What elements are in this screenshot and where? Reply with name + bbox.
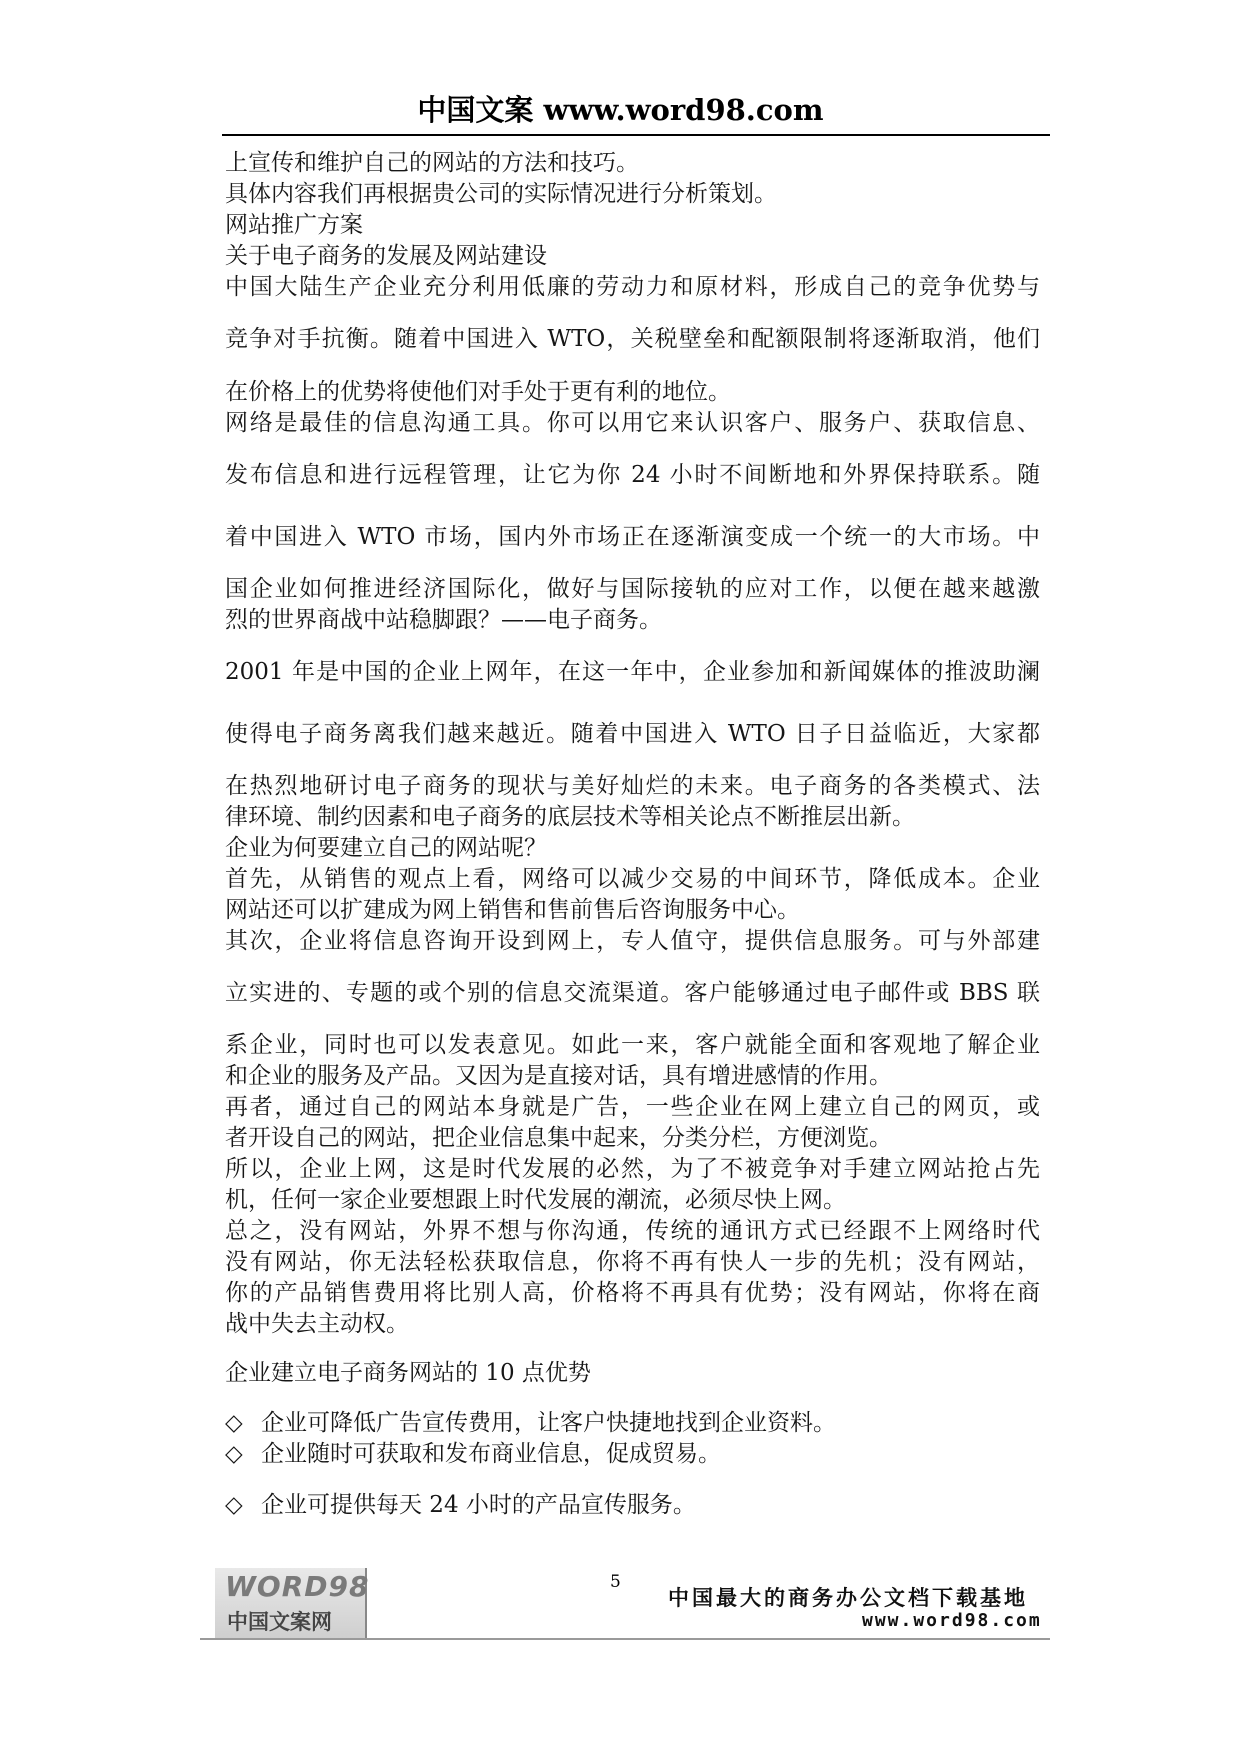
body-line: 烈的世界商战中站稳脚跟？——电子商务。 xyxy=(225,607,662,633)
bullet-text: 企业可提供每天 24 小时的产品宣传服务。 xyxy=(261,1492,696,1518)
body-line: 没有网站，你无法轻松获取信息，你将不再有快人一步的先机；没有网站， xyxy=(225,1249,1040,1275)
body-line: 系企业，同时也可以发表意见。如此一来，客户就能全面和客观地了解企业 xyxy=(225,1032,1040,1058)
body-line: 首先，从销售的观点上看，网络可以减少交易的中间环节，降低成本。企业 xyxy=(225,866,1040,892)
body-line: 具体内容我们再根据贵公司的实际情况进行分析策划。 xyxy=(225,181,777,207)
body-line: 关于电子商务的发展及网站建设 xyxy=(225,243,547,269)
body-line: 立实进的、专题的或个别的信息交流渠道。客户能够通过电子邮件或 BBS 联 xyxy=(225,980,1040,1006)
bullet-item xyxy=(225,1408,836,1438)
body-line: 网站还可以扩建成为网上销售和售前售后咨询服务中心。 xyxy=(225,897,800,923)
body-line: 企业建立电子商务网站的 10 点优势 xyxy=(225,1360,591,1386)
body-line: 网络是最佳的信息沟通工具。你可以用它来认识客户、服务户、获取信息、 xyxy=(225,410,1040,436)
body-line: 所以，企业上网，这是时代发展的必然，为了不被竞争对手建立网站抢占先 xyxy=(225,1156,1040,1182)
logo-wordmark: WORD98 xyxy=(225,1570,370,1603)
footer-website: www.word98.com xyxy=(862,1610,1042,1631)
bullet-text: 企业可降低广告宣传费用，让客户快捷地找到企业资料。 xyxy=(261,1410,836,1436)
body-line: 竞争对手抗衡。随着中国进入 WTO，关税壁垒和配额限制将逐渐取消，他们 xyxy=(225,326,1040,352)
body-line: 总之，没有网站，外界不想与你沟通，传统的通讯方式已经跟不上网络时代 xyxy=(225,1218,1040,1244)
body-line: 在热烈地研讨电子商务的现状与美好灿烂的未来。电子商务的各类模式、法 xyxy=(225,773,1040,799)
diamond-bullet-icon: ◇ xyxy=(225,1441,243,1467)
header-divider xyxy=(222,134,1050,136)
body-line: 再者，通过自己的网站本身就是广告，一些企业在网上建立自己的网页，或 xyxy=(225,1094,1040,1120)
page-number: 5 xyxy=(610,1572,621,1592)
body-line: 2001 年是中国的企业上网年，在这一年中，企业参加和新闻媒体的推波助澜 xyxy=(225,659,1040,685)
diamond-bullet-icon: ◇ xyxy=(225,1492,243,1518)
body-line: 律环境、制约因素和电子商务的底层技术等相关论点不断推层出新。 xyxy=(225,804,915,830)
body-line: 机，任何一家企业要想跟上时代发展的潮流，必须尽快上网。 xyxy=(225,1187,846,1213)
body-line: 网站推广方案 xyxy=(225,212,363,238)
body-line: 在价格上的优势将使他们对手处于更有利的地位。 xyxy=(225,379,731,405)
bullet-text: 企业随时可获取和发布商业信息，促成贸易。 xyxy=(261,1441,721,1467)
bullet-item xyxy=(225,1490,696,1520)
body-line: 和企业的服务及产品。又因为是直接对话，具有增进感情的作用。 xyxy=(225,1063,892,1089)
body-line: 其次，企业将信息咨询开设到网上，专人值守，提供信息服务。可与外部建 xyxy=(225,928,1040,954)
body-line: 中国大陆生产企业充分利用低廉的劳动力和原材料，形成自己的竞争优势与 xyxy=(225,274,1040,300)
word98-logo xyxy=(215,1568,370,1638)
body-line: 战中失去主动权。 xyxy=(225,1311,409,1337)
body-line: 国企业如何推进经济国际化，做好与国际接轨的应对工作，以便在越来越激 xyxy=(225,576,1040,602)
body-line: 者开设自己的网站，把企业信息集中起来，分类分栏，方便浏览。 xyxy=(225,1125,892,1151)
body-line: 企业为何要建立自己的网站呢？ xyxy=(225,835,547,861)
bullet-item xyxy=(225,1439,721,1469)
body-line: 你的产品销售费用将比别人高，价格将不再具有优势；没有网站，你将在商 xyxy=(225,1280,1040,1306)
footer-divider xyxy=(200,1638,1050,1640)
body-line: 发布信息和进行远程管理，让它为你 24 小时不间断地和外界保持联系。随 xyxy=(225,462,1040,488)
body-line: 上宣传和维护自己的网站的方法和技巧。 xyxy=(225,150,639,176)
body-line: 使得电子商务离我们越来越近。随着中国进入 WTO 日子日益临近，大家都 xyxy=(225,721,1040,747)
page-header-title: 中国文案 www.word98.com xyxy=(417,93,824,127)
body-line: 着中国进入 WTO 市场，国内外市场正在逐渐演变成一个统一的大市场。中 xyxy=(225,524,1040,550)
footer-slogan: 中国最大的商务办公文档下载基地 xyxy=(668,1586,1028,1610)
diamond-bullet-icon: ◇ xyxy=(225,1410,243,1436)
logo-subtitle: 中国文案网 xyxy=(227,1610,332,1634)
